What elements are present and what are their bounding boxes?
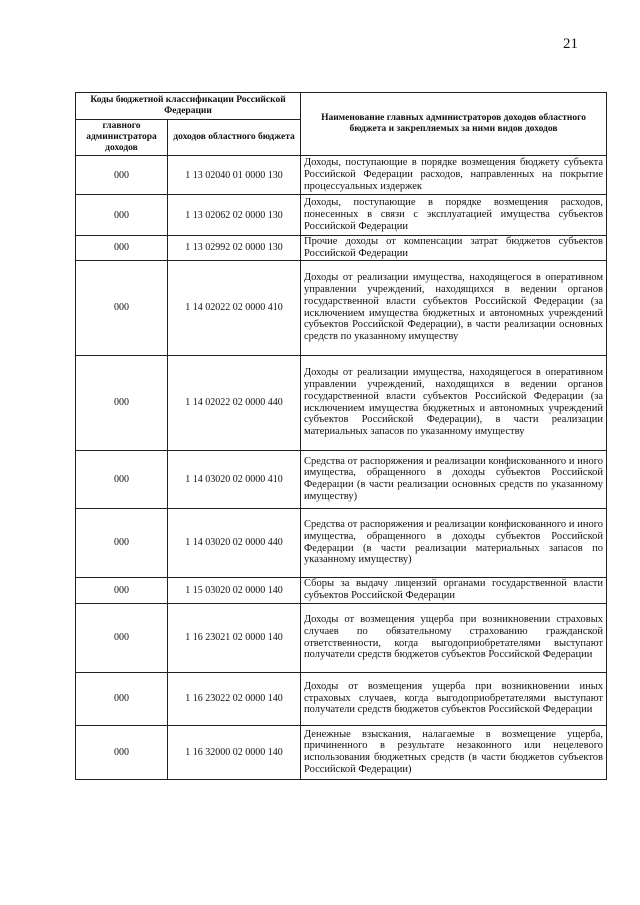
- table-body: [76, 156, 607, 780]
- row-admin-code: 000: [76, 156, 168, 195]
- table-row: [76, 260, 607, 355]
- table-row: [76, 508, 607, 577]
- header-administrator-name: Наименование главных администраторов доходов областного бюджета и закрепляемых за ними видов доходов: [301, 93, 607, 156]
- table-row: [76, 195, 607, 236]
- row-income-name: Прочие доходы от компенсации затрат бюджетов субъектов Российской Федерации: [301, 236, 607, 261]
- table-row: [76, 725, 607, 779]
- table-row: [76, 603, 607, 672]
- row-income-name: Доходы от реализации имущества, находящегося в оперативном управлении учреждений, находящихся в ведении органов государственной власти субъектов Российской Федерации (за исключением имущества бюджетных и автономных учреждений субъектов Российской Федерации), в части реализации материальных запасов по указанному имуществу: [301, 355, 607, 450]
- row-budget-code: 1 13 02992 02 0000 130: [168, 236, 301, 261]
- row-budget-code: 1 13 02062 02 0000 130: [168, 195, 301, 236]
- row-admin-code: 000: [76, 508, 168, 577]
- header-budget-classification: Коды бюджетной классификации Российской Федерации: [76, 93, 301, 120]
- row-budget-code: 1 14 02022 02 0000 440: [168, 355, 301, 450]
- table-row: [76, 236, 607, 261]
- row-income-name: Сборы за выдачу лицензий органами государственной власти субъектов Российской Федерации: [301, 577, 607, 603]
- row-admin-code: 000: [76, 236, 168, 261]
- row-budget-code: 1 16 32000 02 0000 140: [168, 725, 301, 779]
- row-budget-code: 1 13 02040 01 0000 130: [168, 156, 301, 195]
- row-income-name: Доходы от возмещения ущерба при возникновении иных страховых случаев, когда выгодоприобретателями выступают получатели средств бюджетов субъектов Российской Федерации: [301, 672, 607, 725]
- budget-codes-table: [75, 92, 607, 780]
- row-income-name: Средства от распоряжения и реализации конфискованного и иного имущества, обращенного в доходы субъектов Российской Федерации (в части реализации материальных запасов по указанному имуществу): [301, 508, 607, 577]
- table-row: [76, 577, 607, 603]
- row-income-name: Доходы, поступающие в порядке возмещения расходов, понесенных в связи с эксплуатацией имущества субъектов Российской Федерации: [301, 195, 607, 236]
- table-row: [76, 156, 607, 195]
- row-admin-code: 000: [76, 603, 168, 672]
- row-income-name: Средства от распоряжения и реализации конфискованного и иного имущества, обращенного в доходы субъектов Российской Федерации (в части реализации основных средств по указанному имуществу): [301, 450, 607, 508]
- header-regional-budget-income: доходов областного бюджета: [168, 120, 301, 156]
- row-budget-code: 1 16 23022 02 0000 140: [168, 672, 301, 725]
- row-admin-code: 000: [76, 260, 168, 355]
- row-budget-code: 1 14 02022 02 0000 410: [168, 260, 301, 355]
- row-admin-code: 000: [76, 195, 168, 236]
- row-admin-code: 000: [76, 577, 168, 603]
- row-admin-code: 000: [76, 355, 168, 450]
- row-income-name: Денежные взыскания, налагаемые в возмещение ущерба, причиненного в результате незаконного или нецелевого использования бюджетных средств (в части бюджетов субъектов Российской Федерации): [301, 725, 607, 779]
- header-main-administrator: главного администратора доходов: [76, 120, 168, 156]
- row-admin-code: 000: [76, 672, 168, 725]
- row-budget-code: 1 15 03020 02 0000 140: [168, 577, 301, 603]
- row-budget-code: 1 14 03020 02 0000 410: [168, 450, 301, 508]
- table-row: [76, 450, 607, 508]
- row-income-name: Доходы от возмещения ущерба при возникновении страховых случаев по обязательному страхованию гражданской ответственности, когда выгодоприобретателями выступают получатели средств бюджетов субъектов Российской Федерации: [301, 603, 607, 672]
- table-row: [76, 355, 607, 450]
- page-number: 21: [563, 36, 578, 52]
- row-admin-code: 000: [76, 725, 168, 779]
- row-budget-code: 1 16 23021 02 0000 140: [168, 603, 301, 672]
- row-admin-code: 000: [76, 450, 168, 508]
- row-budget-code: 1 14 03020 02 0000 440: [168, 508, 301, 577]
- table-row: [76, 672, 607, 725]
- row-income-name: Доходы от реализации имущества, находящегося в оперативном управлении учреждений, находящихся в ведении органов государственной власти субъектов Российской Федерации (за исключением имущества бюджетных и автономных учреждений субъектов Российской Федерации), в части реализации основных средств по указанному имуществу: [301, 260, 607, 355]
- row-income-name: Доходы, поступающие в порядке возмещения бюджету субъекта Российской Федерации расходов, направленных на покрытие процессуальных издержек: [301, 156, 607, 195]
